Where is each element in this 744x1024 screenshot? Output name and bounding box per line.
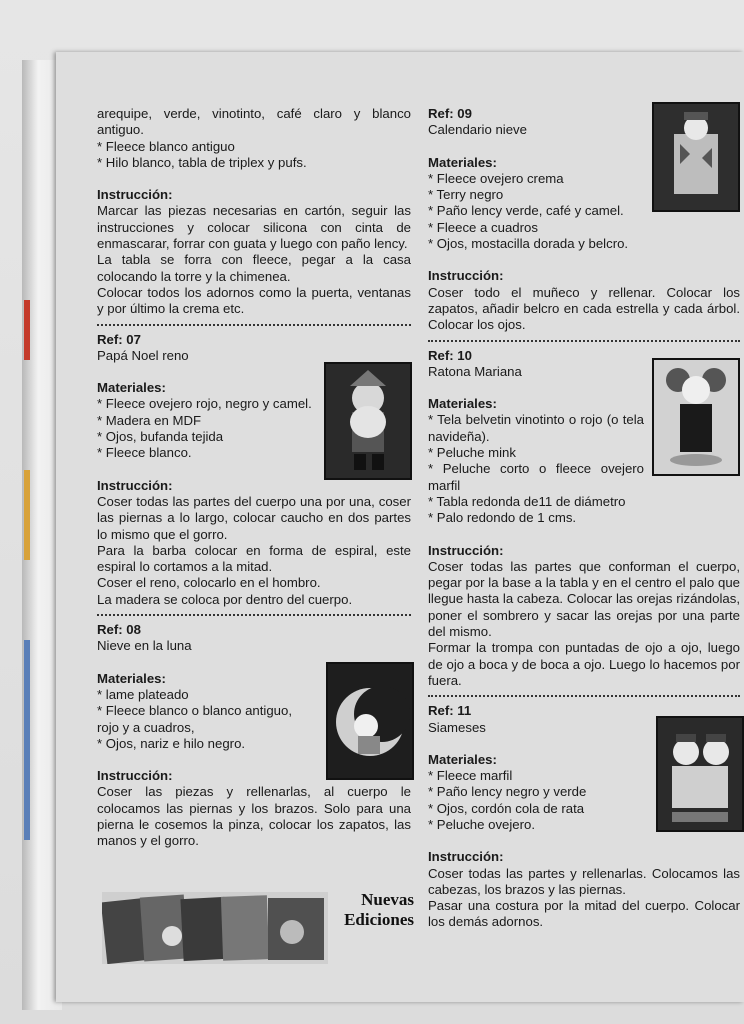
instruccion-heading: Instrucción: (428, 542, 504, 558)
instruccion-text: Colocar todos los adornos como la puerta, ventanas y por último la crema etc. (97, 284, 411, 317)
instruccion-heading: Instrucción: (97, 768, 173, 784)
material-item: * Fleece ovejero crema (428, 170, 564, 186)
nuevas-label-line: Nuevas (361, 890, 414, 909)
nieve-en-la-luna-photo (326, 662, 414, 780)
spine-color-stripe (24, 640, 30, 840)
instruccion-text: Para la barba colocar en forma de espiral, este espiral lo cortamos a la mitad. (97, 542, 411, 575)
material-item: * Peluche mink (428, 445, 516, 461)
dotted-divider (97, 614, 411, 616)
instruccion-text: Coser todas las partes y rellenarlas. Colocamos las cabezas, los brazos y las piernas. (428, 865, 740, 897)
instruccion-text: Coser las piezas y rellenarlas, al cuerpo le colocamos las piernas y los brazos. Solo para una pierna le cosemos la pinza, colocar los zapatos, las manos y el gorro. (97, 784, 411, 849)
instruccion-text: Coser todas las partes del cuerpo una por una, coser las piernas a lo largo, colocar caucho en dos partes lo mismo que el gorro. (97, 493, 411, 542)
material-item: * Peluche ovejero. (428, 816, 536, 832)
nuevas-label-line: Ediciones (344, 910, 414, 929)
material-item: * Fleece blanco o blanco antiguo, rojo y a cuadros, (97, 703, 293, 735)
dotted-divider (97, 324, 411, 326)
material-item: * Ojos, cordón cola de rata (428, 800, 585, 816)
instruccion-heading: Instrucción: (428, 268, 504, 284)
material-item: * Ojos, mostacilla dorada y belcro. (428, 236, 629, 252)
material-item: * Tabla redonda de11 de diámetro (428, 493, 626, 509)
nuevas-ediciones-label (330, 890, 414, 930)
material-item: * Madera en MDF (97, 412, 202, 428)
papa-noel-reno-photo (324, 362, 412, 480)
spine-color-stripe (24, 300, 30, 360)
instruccion-heading: Instrucción: (97, 187, 173, 203)
instruccion-text: Formar la trompa con puntadas de ojo a ojo, luego de ojo a boca y de boca a ojo. Luego lo hacemos por fuera. (428, 640, 740, 688)
material-item: * Paño lency verde, café y camel. (428, 203, 624, 219)
instruccion-text: Marcar las piezas necesarias en cartón, seguir las instrucciones y colocar silicona con cinta de enmascarar, forrar con guata y luego con paño lency. (97, 203, 411, 252)
material-item: * lame plateado (97, 686, 189, 702)
ref-number: Ref: 08 (97, 622, 141, 638)
material-item: * Ojos, bufanda tejida (97, 429, 224, 445)
material-item: * Fleece a cuadros (428, 219, 538, 235)
material-item: * Palo redondo de 1 cms. (428, 510, 577, 526)
instruccion-text: Coser todas las partes que conforman el cuerpo, pegar por la base a la tabla y en el centro el palo que llegue hasta la cabeza. Colocar las orejas rizándolas, poner el sombrero y sacar las orejas por una parte del mismo. (428, 558, 740, 640)
project-name: Calendario nieve (428, 122, 527, 138)
instruccion-text: Coser el reno, colocarlo en el hombro. (97, 575, 321, 591)
material-item: * Tela belvetin vinotinto o rojo (o tela navideña). (428, 412, 644, 444)
magazine-covers-image (102, 892, 328, 964)
dotted-divider (428, 695, 740, 697)
instruccion-heading: Instrucción: (97, 477, 173, 493)
project-name: Papá Noel reno (97, 347, 189, 363)
ratona-mariana-photo (652, 358, 740, 476)
project-name: Siameses (428, 719, 486, 735)
project-name: Nieve en la luna (97, 638, 192, 654)
materiales-heading: Materiales: (428, 396, 497, 412)
instruccion-text: La tabla se forra con fleece, pegar a la casa colocando la torre y la chimenea. (97, 252, 411, 284)
dotted-divider (428, 340, 740, 342)
ref-number: Ref: 07 (97, 331, 141, 347)
materiales-heading: Materiales: (428, 154, 497, 170)
material-item: * Fleece blanco. (97, 445, 192, 461)
instruccion-text: Pasar una costura por la mitad del cuerpo. Colocar los demás adornos. (428, 898, 740, 930)
instruccion-heading: Instrucción: (428, 849, 504, 865)
material-item: * Terry negro (428, 187, 504, 203)
material-item: * Ojos, nariz e hilo negro. (97, 735, 246, 751)
material-item: * Peluche corto o fleece ovejero marfil (428, 461, 644, 493)
material-item: * Paño lency negro y verde (428, 784, 587, 800)
intro-line: * Fleece blanco antiguo (97, 138, 235, 154)
material-item: * Fleece marfil (428, 768, 513, 784)
ref-number: Ref: 11 (428, 703, 472, 719)
project-name: Ratona Mariana (428, 363, 522, 379)
ref-number: Ref: 10 (428, 347, 472, 363)
intro-line: arequipe, verde, vinotinto, café claro y blanco antiguo. (97, 106, 411, 138)
siameses-photo (656, 716, 744, 832)
materiales-heading: Materiales: (428, 751, 497, 767)
instruccion-text: Coser todo el muñeco y rellenar. Colocar los zapatos, añadir belcro en cada estrella y cada árbol. Colocar los ojos. (428, 284, 740, 333)
instruccion-text: La madera se coloca por dentro del cuerpo. (97, 591, 353, 607)
materiales-heading: Materiales: (97, 670, 166, 686)
spine-color-stripe (24, 470, 30, 560)
materiales-heading: Materiales: (97, 380, 166, 396)
material-item: * Fleece ovejero rojo, negro y camel. (97, 396, 312, 412)
intro-line: * Hilo blanco, tabla de triplex y pufs. (97, 154, 307, 170)
ref-number: Ref: 09 (428, 106, 472, 121)
calendario-nieve-photo (652, 102, 740, 212)
